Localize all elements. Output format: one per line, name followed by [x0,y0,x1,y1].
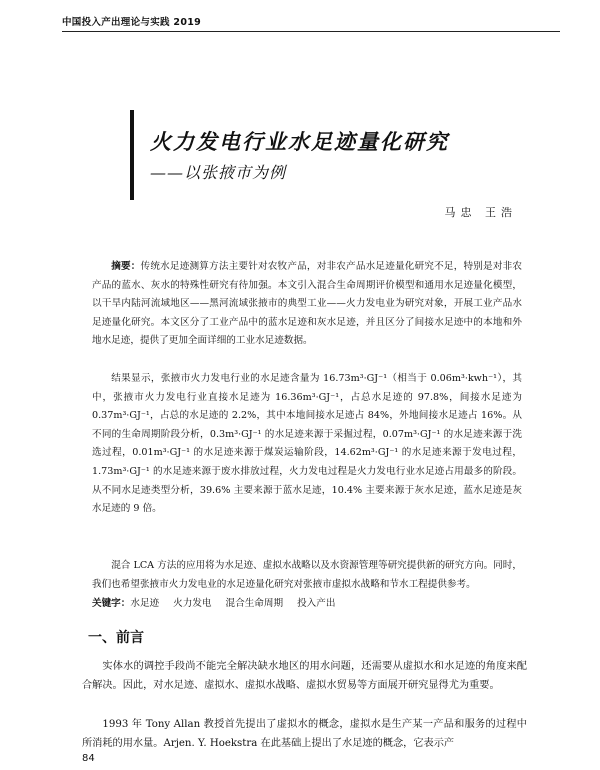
keyword: 投入产出 [297,598,336,609]
page-number: 84 [82,753,95,764]
abstract-paragraph-3: 混合 LCA 方法的应用将为水足迹、虚拟水战略以及水资源管理等研究提供新的研究方向。同时，我们也希望张掖市火力发电业的水足迹量化研究对张掖市虚拟水战略和节水工程提供参考。 [92,560,522,590]
keyword: 混合生命周期 [225,598,284,609]
abstract-paragraph-2: 结果显示，张掖市火力发电行业的水足迹含量为 16.73m³·GJ⁻¹（相当于 0.06m³·kwh⁻¹），其中，张掖市火力发电行业直接水足迹为 16.36m³·GJ⁻¹，占总水足迹的 97.8%，间接水足迹为 0.37m³·GJ⁻¹，占总的水足迹的 2.2%，其中本地间接水足迹占 84%，外地间接水足迹占 16%。从不同的生命周期阶段分析，0.3m³·GJ⁻¹ 的水足迹来源于采掘过程，0.07m³·GJ⁻¹ 的水足迹来源于洗选过程，0.01m³·GJ⁻¹ 的水足迹来源于煤炭运输阶段，14.62m³·GJ⁻¹ 的水足迹来源于发电过程，1.73m³·GJ⁻¹ 的水足迹来源于废水排放过程，火力发电过程是火力发电行业水足迹占用最多的阶段。从不同水足迹类型分析，39.6% 主要来源于蓝水足迹，10.4% 主要来源于灰水足迹，蓝水足迹是灰水足迹的 9 倍。 [92,373,522,515]
body-paragraph-1: 实体水的调控手段尚不能完全解决缺水地区的用水问题，还需要从虚拟水和水足迹的角度来配合解决。因此，对水足迹、虚拟水、虚拟水战略、虚拟水贸易等方面展开研究显得尤为重要。 [82,661,527,691]
abstract-label: 摘要： [111,261,141,272]
body-paragraph-2: 1993 年 Tony Allan 教授首先提出了虚拟水的概念，虚拟水是生产某一产品和服务的过程中所消耗的用水量。Arjen. Y. Hoekstra 在此基础上提出了水足迹的概念，它表示产 [82,719,527,749]
article-title: 火力发电行业水足迹量化研究 [150,129,449,154]
keyword: 水足迹 [130,598,160,609]
keywords-line [92,595,522,614]
title-accent-bar [130,110,134,200]
article-subtitle: ——以张掖市为例 [150,163,287,182]
section-heading: 一、前言 [88,630,144,646]
abstract-text-1: 传统水足迹测算方法主要针对农牧产品，对非农产品水足迹量化研究不足，特别是对非农产品的蓝水、灰水的特殊性研究有待加强。本文引入混合生命周期评价模型和通用水足迹量化模型，以干旱内陆河流域地区——黑河流域张掖市的典型工业——火力发电业为研究对象，开展工业产品水足迹量化研究。本文区分了工业产品中的蓝水足迹和灰水足迹，并且区分了间接水足迹中的本地和外地水足迹，提供了更加全面详细的工业水足迹数据。 [92,261,523,347]
header-rule [62,31,560,32]
abstract-paragraph-1 [92,258,522,351]
keywords-label: 关键字： [92,598,131,609]
keyword: 火力发电 [173,598,212,609]
article-authors: 马忠 王浩 [444,206,517,219]
journal-header: 中国投入产出理论与实践 2019 [62,17,202,28]
